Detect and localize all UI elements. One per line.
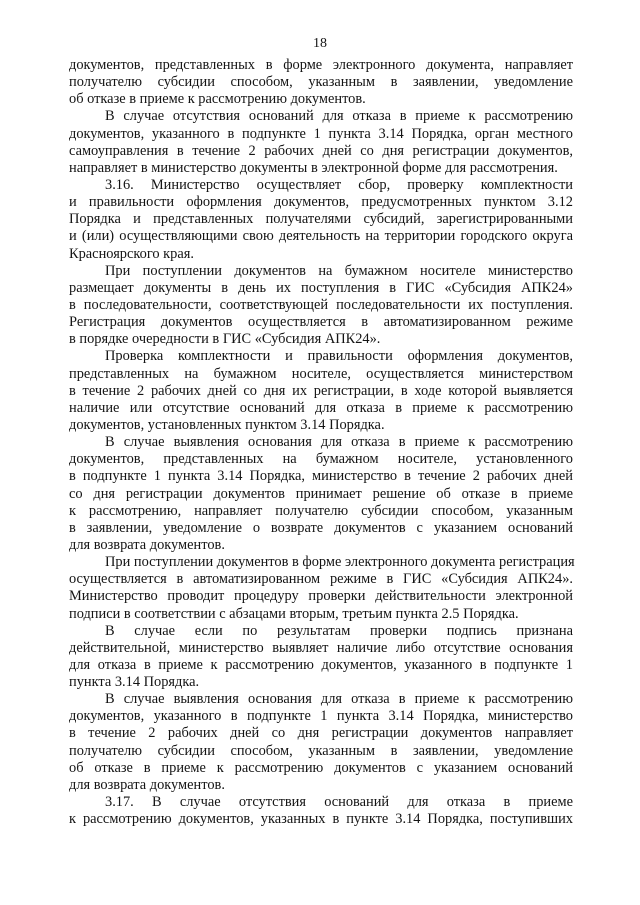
text-line: в порядке очередности в ГИС «Субсидия АПК24». (69, 331, 381, 348)
text-line: об отказе в приеме к рассмотрению документов. (69, 91, 366, 108)
text-line: со дня регистрации документов принимает решение об отказе в приеме (69, 485, 573, 502)
text-line: в последовательности, соответствующей последовательности их поступления. (69, 296, 573, 313)
text-line: для возврата документов. (69, 536, 225, 553)
paragraph (69, 348, 573, 434)
text-line: в течение 2 рабочих дней со дня их регистрации, в ходе которой выявляется (69, 382, 573, 399)
text-line: действительной, министерство выявляет наличие либо отсутствие основания (69, 639, 573, 656)
text-line: к рассмотрению, направляет получателю субсидии способом, указанным (69, 502, 573, 519)
text-line: При поступлении документов на бумажном носителе министерство (105, 262, 573, 279)
text-line: документов, указанного в подпункте 1 пункта 3.14 Порядка, министерство (69, 708, 573, 725)
text-line: к рассмотрению документов, указанных в пункте 3.14 Порядка, поступивших (69, 811, 573, 828)
paragraph (69, 177, 573, 263)
text-line: и (или) осуществляющими свою деятельность на территории городского округа (69, 228, 573, 245)
text-line: для возврата документов. (69, 776, 225, 793)
text-line: Регистрация документов осуществляется в автоматизированном режиме (69, 314, 573, 331)
page-number: 18 (313, 36, 327, 51)
text-line: в заявлении, уведомление о возврате документов с указанием оснований (69, 519, 573, 536)
text-line: 3.17. В случае отсутствия оснований для отказа в приеме (105, 794, 573, 811)
text-line: документов, установленных пунктом 3.14 Порядка. (69, 416, 385, 433)
text-line: Министерство проводит процедуру проверки действительности электронной (69, 588, 573, 605)
text-line: В случае отсутствия оснований для отказа в приеме к рассмотрению (105, 108, 573, 125)
text-line: и правильности оформления документов, предусмотренных пунктом 3.12 (69, 194, 573, 211)
text-line: самоуправления в течение 2 рабочих дней со дня регистрации документов, (69, 142, 573, 159)
text-line: представленных на бумажном носителе, осуществляется министерством (69, 365, 573, 382)
text-line: При поступлении документов в форме электронного документа регистрация (105, 554, 575, 571)
paragraph (69, 623, 573, 692)
text-line: 3.16. Министерство осуществляет сбор, проверку комплектности (105, 176, 573, 193)
paragraph (69, 263, 573, 349)
text-line: об отказе в приеме к рассмотрению документов с указанием оснований (69, 759, 573, 776)
text-line: документов, указанного в подпункте 1 пункта 3.14 Порядка, орган местного (69, 125, 573, 142)
text-line: В случае если по результатам проверки подпись признана (105, 622, 573, 639)
paragraph (69, 57, 573, 108)
text-line: направляет в министерство документы в электронной форме для рассмотрения. (69, 159, 558, 176)
paragraph (69, 108, 573, 177)
text-line: Проверка комплектности и правильности оформления документов, (105, 348, 573, 365)
text-line: В случае выявления основания для отказа в приеме к рассмотрению (105, 434, 573, 451)
text-line: для отказа в приеме к рассмотрению документов, указанного в подпункте 1 (69, 656, 573, 673)
text-line: документов, представленных на бумажном носителе, установленного (69, 451, 573, 468)
text-line: осуществляется в автоматизированном режиме в ГИС «Субсидия АПК24». (69, 571, 573, 588)
paragraph (69, 691, 573, 794)
text-line: наличие или отсутствие оснований для отказа в приеме к рассмотрению (69, 399, 573, 416)
paragraph (69, 434, 573, 554)
text-line: Красноярского края. (69, 245, 194, 262)
document-body (69, 57, 573, 828)
paragraph (69, 554, 573, 623)
text-line: Порядка и представленных получателями субсидий, зарегистрированными (69, 211, 573, 228)
text-line: размещает документы в день их поступления в ГИС «Субсидия АПК24» (69, 279, 573, 296)
paragraph (69, 794, 573, 828)
text-line: в течение 2 рабочих дней со дня регистрации документов направляет (69, 725, 573, 742)
text-line: подписи в соответствии с абзацами вторым, третьим пункта 2.5 Порядка. (69, 605, 519, 622)
text-line: документов, представленных в форме электронного документа, направляет (69, 57, 573, 73)
text-line: получателю субсидии способом, указанным в заявлении, уведомление (69, 74, 573, 91)
text-line: В случае выявления основания для отказа в приеме к рассмотрению (105, 691, 573, 708)
text-line: получателю субсидии способом, указанным в заявлении, уведомление (69, 742, 573, 759)
text-line: пункта 3.14 Порядка. (69, 674, 200, 691)
text-line: в подпункте 1 пункта 3.14 Порядка, министерство в течение 2 рабочих дней (69, 468, 573, 485)
